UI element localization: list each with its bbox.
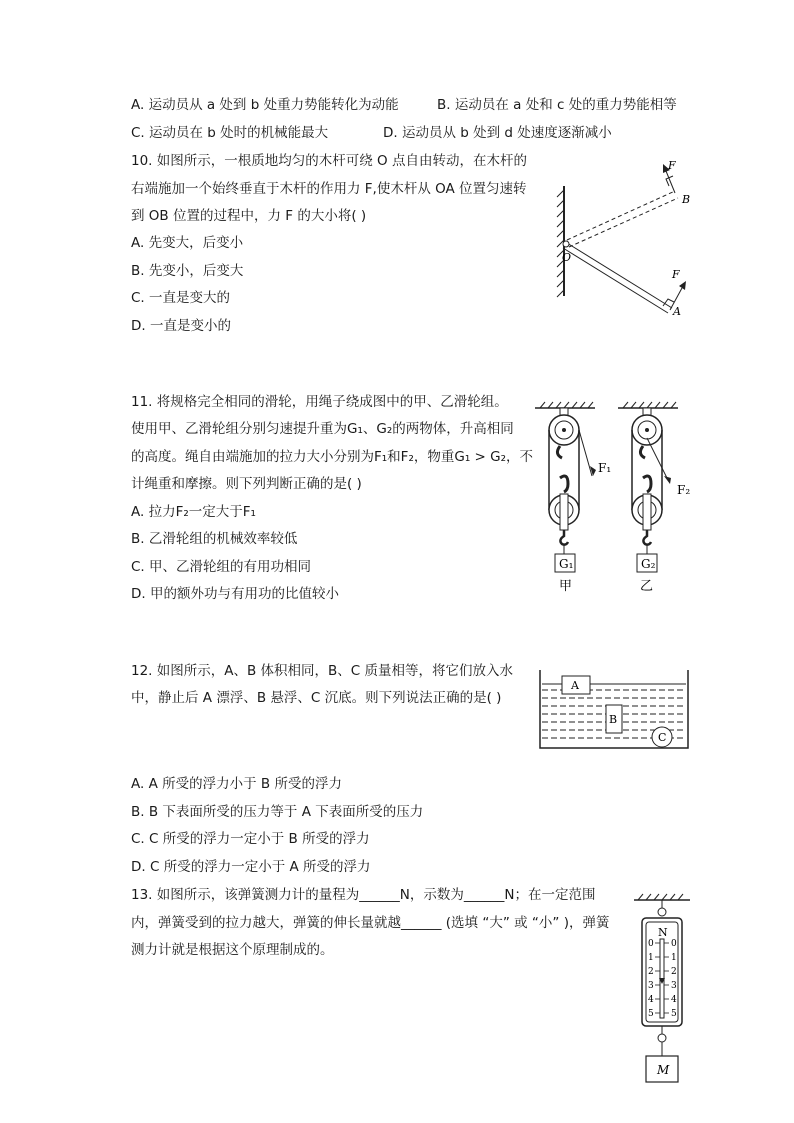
q13-stem-line-1: 13. 如图所示，该弹簧测力计的量程为______N，示数为______N；在一定范围 xyxy=(131,887,596,903)
pulley-label-f1: F₁ xyxy=(598,461,612,475)
q10-stem-line-1: 10. 如图所示，一根质地均匀的木杆可绕 O 点自由转动，在木杆的 xyxy=(131,153,527,169)
scale-mark-2-left: 2 xyxy=(648,967,654,977)
spring-scale-figure xyxy=(630,888,694,1088)
q12-option-a: A. A 所受的浮力小于 B 所受的浮力 xyxy=(131,776,342,792)
lever-label-f-bottom: F xyxy=(672,268,680,281)
scale-mark-2-right: 2 xyxy=(671,967,677,977)
scale-mark-4-left: 4 xyxy=(648,995,654,1005)
q10-option-b: B. 先变小，后变大 xyxy=(131,263,244,279)
q12-stem-line-1: 12. 如图所示，A、B 体积相同，B、C 质量相等，将它们放入水 xyxy=(131,663,514,679)
scale-mass-label: M xyxy=(657,1063,670,1077)
q11-option-d: D. 甲的额外功与有用功的比值较小 xyxy=(131,586,339,602)
scale-mark-1-left: 1 xyxy=(648,953,654,963)
pulley-label-g2: G₂ xyxy=(641,557,656,571)
q9-option-c: C. 运动员在 b 处时的机械能最大 xyxy=(131,125,329,141)
lever-label-a: A xyxy=(673,305,681,318)
pulley-figure xyxy=(530,398,710,598)
q10-option-d: D. 一直是变小的 xyxy=(131,318,231,334)
q9-option-a: A. 运动员从 a 处到 b 处重力势能转化为动能 xyxy=(131,97,399,113)
q9-option-d: D. 运动员从 b 处到 d 处速度逐渐减小 xyxy=(383,125,612,141)
tank-label-c: C xyxy=(658,731,667,744)
lever-label-f-top: F xyxy=(668,159,676,172)
water-tank-figure xyxy=(536,668,692,752)
q10-option-a: A. 先变大，后变小 xyxy=(131,235,244,251)
scale-mark-0-right: 0 xyxy=(671,939,677,949)
scale-mark-4-right: 4 xyxy=(671,995,677,1005)
scale-mark-1-right: 1 xyxy=(671,953,677,963)
scale-mark-5-right: 5 xyxy=(671,1009,677,1019)
q12-option-d: D. C 所受的浮力一定小于 A 所受的浮力 xyxy=(131,859,371,875)
lever-figure xyxy=(540,150,700,320)
q11-option-a: A. 拉力F₂一定大于F₁ xyxy=(131,504,256,520)
scale-mark-5-left: 5 xyxy=(648,1009,654,1019)
pulley-label-jia: 甲 xyxy=(559,579,573,594)
pulley-label-f2: F₂ xyxy=(677,483,691,497)
pulley-label-g1: G₁ xyxy=(559,557,574,571)
scale-unit-n: N xyxy=(658,926,668,939)
q12-option-b: B. B 下表面所受的压力等于 A 下表面所受的压力 xyxy=(131,804,424,820)
q11-stem-line-3: 的高度。绳自由端施加的拉力大小分别为F₁和F₂，物重G₁ > G₂，不 xyxy=(131,449,533,465)
scale-mark-3-right: 3 xyxy=(671,981,677,991)
q12-option-c: C. C 所受的浮力一定小于 B 所受的浮力 xyxy=(131,831,370,847)
q10-option-c: C. 一直是变大的 xyxy=(131,290,231,306)
tank-label-b: B xyxy=(609,713,618,726)
scale-mark-0-left: 0 xyxy=(648,939,654,949)
q11-option-c: C. 甲、乙滑轮组的有用功相同 xyxy=(131,559,312,575)
q10-stem-line-2: 右端施加一个始终垂直于木杆的作用力 F,使木杆从 OA 位置匀速转 xyxy=(131,181,527,197)
q12-stem-line-2: 中，静止后 A 漂浮、B 悬浮、C 沉底。则下列说法正确的是( ) xyxy=(131,690,502,706)
q11-stem-line-2: 使用甲、乙滑轮组分别匀速提升重为G₁、G₂的两物体，升高相同 xyxy=(131,421,514,437)
q11-stem-line-4: 计绳重和摩擦。则下列判断正确的是( ) xyxy=(131,476,362,492)
pulley-label-yi: 乙 xyxy=(640,579,654,594)
q13-stem-line-2: 内，弹簧受到的拉力越大，弹簧的伸长量就越______ (选填 “大” 或 “小” )，弹簧 xyxy=(131,915,610,931)
lever-label-b: B xyxy=(682,193,691,206)
scale-mark-3-left: 3 xyxy=(648,981,654,991)
lever-label-o: O xyxy=(562,251,572,264)
q11-stem-line-1: 11. 将规格完全相同的滑轮，用绳子绕成图中的甲、乙滑轮组。 xyxy=(131,394,508,410)
q10-stem-line-3: 到 OB 位置的过程中，力 F 的大小将( ) xyxy=(131,208,367,224)
q9-option-b: B. 运动员在 a 处和 c 处的重力势能相等 xyxy=(437,97,677,113)
tank-label-a: A xyxy=(571,679,579,692)
q13-stem-line-3: 测力计就是根据这个原理制成的。 xyxy=(131,942,334,958)
q11-option-b: B. 乙滑轮组的机械效率较低 xyxy=(131,531,298,547)
